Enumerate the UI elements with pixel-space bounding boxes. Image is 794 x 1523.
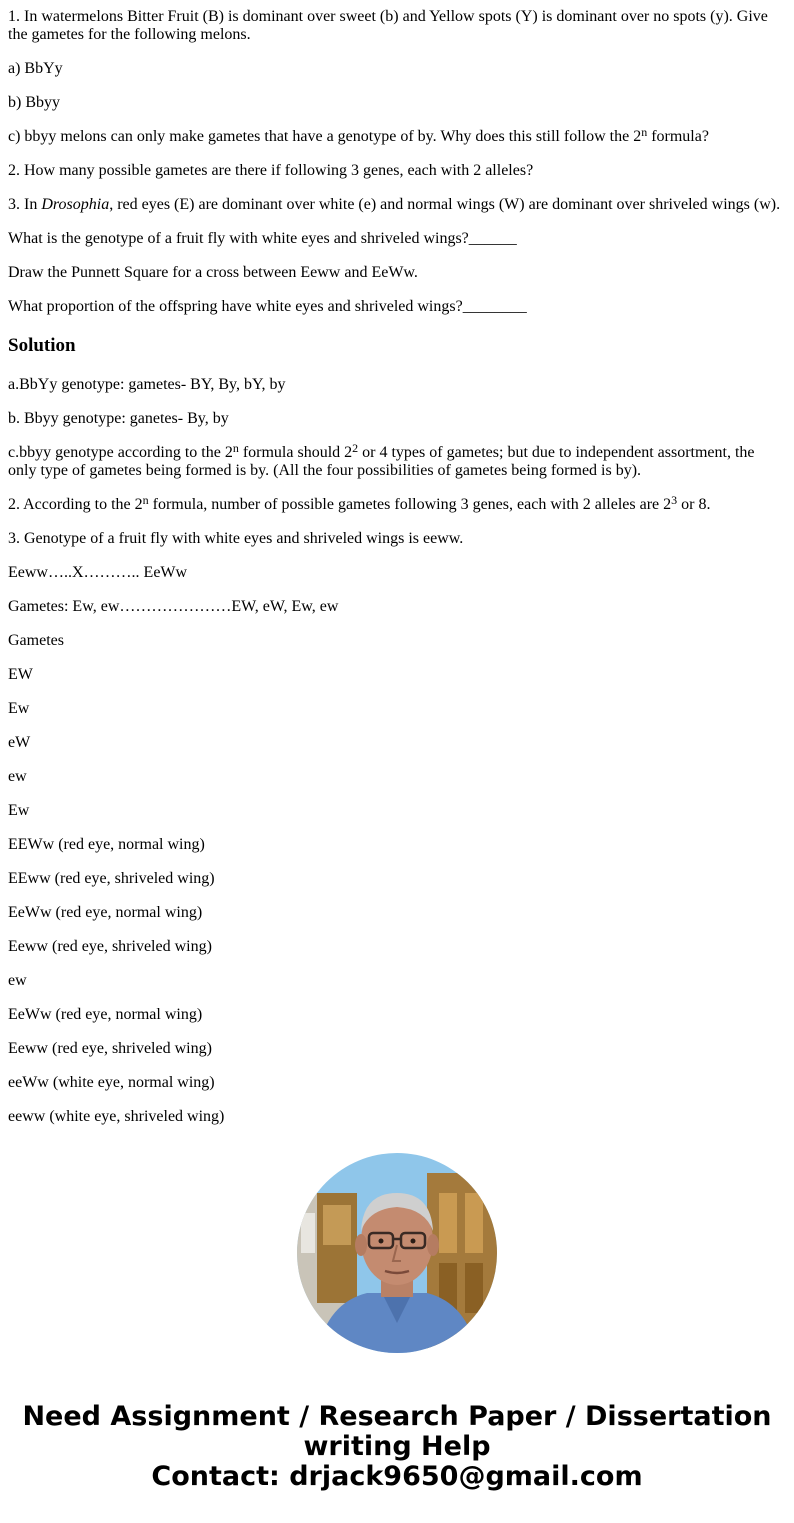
solution-line: EW [8, 666, 33, 683]
solution-line: Ew [8, 802, 30, 819]
question-1c-text: c) bbyy melons can only make gametes that have a genotype of by. Why does this still follow the 2 [8, 128, 642, 145]
promo-banner [0, 1402, 794, 1492]
solution-3: 3. Genotype of a fruit fly with white eyes and shriveled wings is eeww. [8, 530, 464, 547]
solution-line: eeww (white eye, shriveled wing) [8, 1108, 225, 1125]
question-3-tail: , red eyes (E) are dominant over white (e) and normal wings (W) are dominant over shriveled wings (w). [109, 196, 781, 213]
solution-2-text: 2. According to the 2 [8, 496, 143, 513]
question-3-punnett: Draw the Punnett Square for a cross between Eeww and EeWw. [8, 264, 418, 281]
solution-a: a.BbYy genotype: gametes- BY, By, bY, by [8, 376, 286, 393]
solution-b: b. Bbyy genotype: ganetes- By, by [8, 410, 229, 427]
author-portrait-image [297, 1153, 497, 1353]
solution-line: Ew [8, 700, 30, 717]
question-1c-tail: formula? [647, 128, 709, 145]
solution-c-mid: formula should 2 [238, 444, 353, 461]
solution-line: ew [8, 768, 27, 785]
solution-line: EeWw (red eye, normal wing) [8, 904, 203, 921]
solution-c-tail: or 4 types of gametes; but due to independent assortment, the only type of gametes being formed is by. (All the four possibilities of gametes being formed is by). [8, 444, 755, 479]
question-1c-exponent: n [641, 125, 648, 139]
question-3-text: 3. In [8, 196, 42, 213]
solution-c [8, 441, 786, 480]
solution-2-exponent-1: n [142, 493, 149, 507]
solution-c-exponent-1: n [232, 441, 239, 455]
question-1b: b) Bbyy [8, 94, 60, 111]
solution-2-exponent-2: 3 [671, 493, 678, 507]
solution-2-tail: or 8. [677, 496, 711, 513]
solution-line: ew [8, 972, 27, 989]
solution-line: eW [8, 734, 31, 751]
solution-line: EEWw (red eye, normal wing) [8, 836, 205, 853]
solution-c-exponent-2: 2 [352, 441, 359, 455]
question-3-proportion: What proportion of the offspring have white eyes and shriveled wings?________ [8, 298, 527, 315]
solution-c-text: c.bbyy genotype according to the 2 [8, 444, 233, 461]
solution-line: Eeww (red eye, shriveled wing) [8, 938, 212, 955]
solution-line: Eeww (red eye, shriveled wing) [8, 1040, 212, 1057]
promo-line-1: Need Assignment / Research Paper / Dissertation [22, 1401, 772, 1432]
solution-line: Gametes [8, 632, 64, 649]
solution-gametes: Gametes: Ew, ew…………………EW, eW, Ew, ew [8, 598, 339, 615]
question-1-intro: 1. In watermelons Bitter Fruit (B) is dominant over sweet (b) and Yellow spots (Y) is dominant over no spots (y). Give the gametes for the following melons. [8, 8, 768, 43]
solution-heading: Solution [8, 335, 76, 356]
question-3-species: Drosophia [41, 196, 110, 213]
promo-contact: Contact: drjack9650@gmail.com [151, 1461, 643, 1492]
solution-line: eeWw (white eye, normal wing) [8, 1074, 215, 1091]
author-avatar [297, 1153, 497, 1353]
solution-2 [8, 493, 786, 514]
solution-cross: Eeww…..X……….. EeWw [8, 564, 188, 581]
solution-line: EeWw (red eye, normal wing) [8, 1006, 203, 1023]
document-content [8, 0, 786, 1125]
question-3 [8, 196, 786, 214]
question-1c [8, 125, 786, 146]
solution-2-mid: formula, number of possible gametes following 3 genes, each with 2 alleles are 2 [148, 496, 672, 513]
solution-line: EEww (red eye, shriveled wing) [8, 870, 215, 887]
question-2: 2. How many possible gametes are there if following 3 genes, each with 2 alleles? [8, 162, 534, 179]
question-1a: a) BbYy [8, 60, 63, 77]
promo-line-2: writing Help [303, 1431, 491, 1462]
question-3-genotype: What is the genotype of a fruit fly with white eyes and shriveled wings?______ [8, 230, 517, 247]
